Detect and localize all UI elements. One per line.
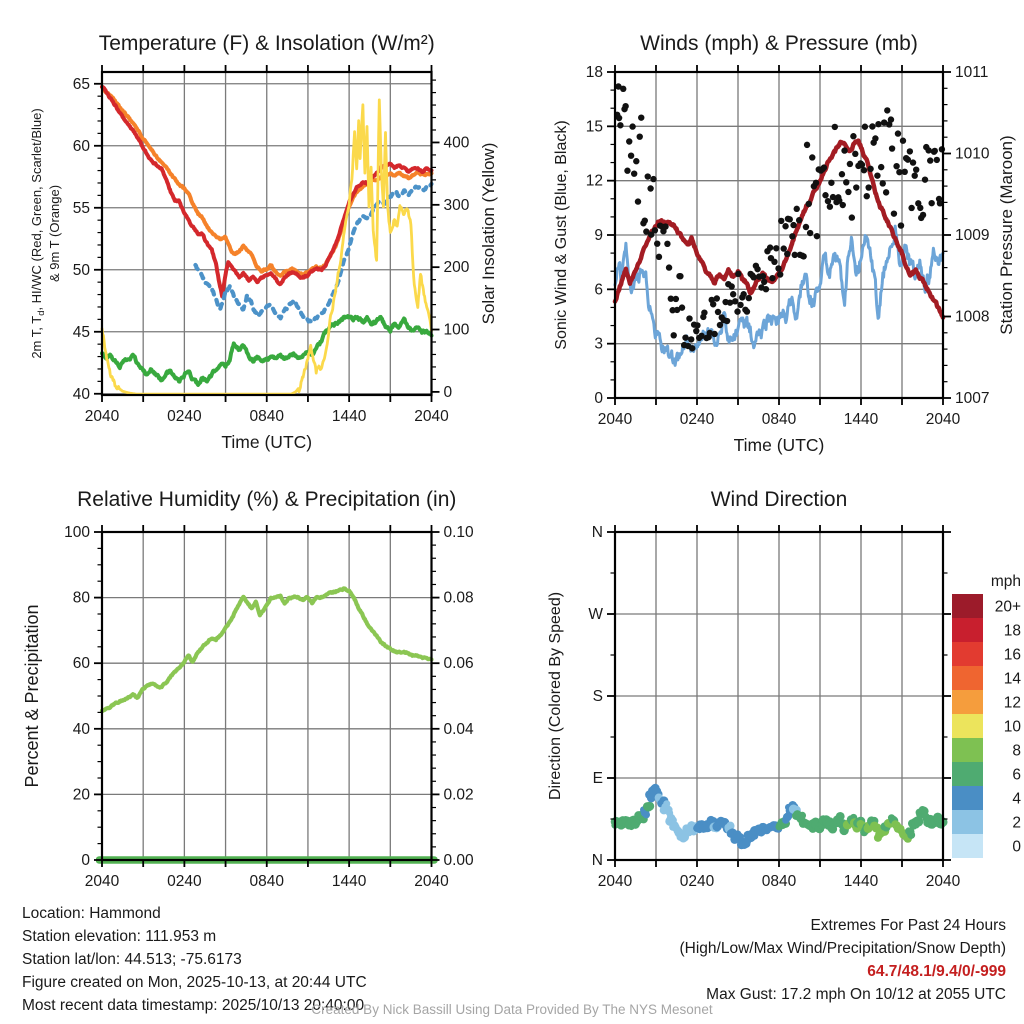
- gust-dot: [754, 266, 760, 272]
- gust-dot: [617, 122, 623, 128]
- svg-text:1010: 1010: [955, 145, 990, 163]
- svg-text:Direction (Colored By Speed): Direction (Colored By Speed): [547, 591, 564, 801]
- svg-text:Solar Insolation (Yellow): Solar Insolation (Yellow): [479, 142, 498, 325]
- colorbar-swatch: [952, 666, 983, 690]
- colorbar-swatch: [952, 690, 983, 714]
- gust-dot: [840, 202, 846, 208]
- svg-text:& 9m T (Orange): & 9m T (Orange): [47, 184, 62, 283]
- svg-text:2040: 2040: [84, 873, 120, 890]
- svg-text:1440: 1440: [331, 408, 367, 425]
- gust-dot: [693, 328, 699, 334]
- gust-dot: [775, 265, 781, 271]
- svg-text:mph: mph: [990, 573, 1021, 590]
- extremes-block: [680, 914, 1007, 1006]
- gust-dot: [869, 123, 875, 129]
- gust-dot: [880, 180, 886, 186]
- gust-dot: [828, 180, 834, 186]
- gust-dot: [645, 173, 651, 179]
- credit-line: Created By Nick Bassill Using Data Provided By The NYS Mesonet: [311, 1002, 713, 1017]
- gust-dot: [760, 273, 766, 279]
- gust-dot: [677, 273, 683, 279]
- chart-3: [547, 488, 961, 890]
- gust-dot: [841, 147, 847, 153]
- svg-text:65: 65: [72, 75, 90, 93]
- gust-dot: [637, 133, 643, 139]
- svg-text:0: 0: [81, 852, 90, 869]
- wind-direction-dot: [645, 802, 654, 811]
- gust-dot: [789, 233, 795, 239]
- svg-text:6: 6: [594, 281, 603, 299]
- svg-text:14: 14: [1003, 670, 1021, 688]
- svg-text:1440: 1440: [331, 873, 367, 890]
- svg-text:0.04: 0.04: [443, 720, 474, 738]
- gust-dot: [839, 171, 845, 177]
- gust-dot: [898, 222, 904, 228]
- gust-dot: [902, 169, 908, 175]
- wind-direction-dot: [914, 817, 923, 826]
- gust-dot: [849, 214, 855, 220]
- gust-dot: [875, 121, 881, 127]
- svg-text:N: N: [591, 852, 603, 869]
- gust-dot: [730, 291, 736, 297]
- gust-dot: [843, 179, 849, 185]
- gust-dot: [825, 198, 831, 204]
- gust-dot: [629, 123, 635, 129]
- svg-text:2040: 2040: [925, 411, 961, 428]
- gust-dot: [778, 218, 784, 224]
- gust-dot: [794, 206, 800, 212]
- gust-dot: [927, 157, 933, 163]
- gust-dot: [654, 240, 660, 246]
- station-elevation: Station elevation: 111.953 m: [22, 928, 217, 945]
- svg-text:0240: 0240: [167, 873, 202, 890]
- svg-text:Winds (mph) & Pressure (mb): Winds (mph) & Pressure (mb): [640, 32, 918, 55]
- svg-text:N: N: [591, 524, 603, 541]
- gust-dot: [807, 230, 813, 236]
- chart-2: [22, 488, 474, 890]
- svg-text:0.06: 0.06: [443, 655, 474, 673]
- gust-dot: [907, 148, 913, 154]
- svg-text:1009: 1009: [955, 227, 990, 244]
- max-gust-text: Max Gust: 17.2 mph On 10/12 at 2055 UTC: [706, 986, 1006, 1003]
- svg-text:0.00: 0.00: [443, 852, 474, 869]
- gust-dot: [787, 216, 793, 222]
- gust-dot: [832, 124, 838, 130]
- gust-dot: [867, 166, 873, 172]
- svg-text:0240: 0240: [679, 873, 715, 890]
- gust-dot: [934, 157, 940, 163]
- station-latlon: Station lat/lon: 44.513; -75.6173: [22, 951, 242, 968]
- svg-text:2040: 2040: [597, 873, 633, 890]
- svg-text:55: 55: [72, 199, 90, 217]
- gust-dot: [864, 193, 870, 199]
- gust-dot: [662, 223, 668, 229]
- gust-dot: [865, 184, 871, 190]
- wind-direction-dot: [799, 812, 806, 819]
- svg-text:3: 3: [594, 335, 603, 353]
- svg-text:2040: 2040: [414, 408, 449, 425]
- gust-dot: [631, 170, 637, 176]
- svg-text:1007: 1007: [955, 390, 990, 407]
- gust-dot: [679, 304, 685, 310]
- station-location: Location: Hammond: [22, 905, 161, 922]
- gust-dot: [711, 331, 717, 337]
- gust-dot: [821, 164, 827, 170]
- gust-dot: [806, 201, 812, 207]
- gust-dot: [845, 189, 851, 195]
- chart-0: [29, 32, 498, 452]
- svg-text:10: 10: [1003, 718, 1021, 736]
- gust-dot: [724, 318, 730, 324]
- svg-text:Wind Direction: Wind Direction: [710, 488, 848, 511]
- gust-dot: [850, 133, 856, 139]
- gust-dot: [889, 145, 895, 151]
- svg-text:0: 0: [594, 390, 603, 407]
- colorbar-swatch: [952, 642, 983, 666]
- gust-dot: [620, 86, 626, 92]
- gust-dot: [920, 212, 926, 218]
- gust-dot: [735, 271, 741, 277]
- svg-text:0840: 0840: [249, 408, 284, 425]
- colorbar-swatch: [952, 810, 983, 834]
- gust-dot: [900, 138, 906, 144]
- gust-dot: [746, 295, 752, 301]
- gust-dot: [769, 275, 775, 281]
- gust-dot: [737, 302, 743, 308]
- svg-text:0.08: 0.08: [443, 589, 474, 607]
- svg-text:1008: 1008: [955, 308, 990, 326]
- gust-dot: [800, 253, 806, 259]
- gust-dot: [862, 124, 868, 130]
- gust-dot: [893, 163, 899, 169]
- colorbar-swatch: [952, 618, 983, 642]
- wind-direction-dot: [907, 831, 915, 839]
- gust-dot: [883, 189, 889, 195]
- gust-dot: [822, 192, 828, 198]
- gust-dot: [888, 116, 894, 122]
- svg-text:0.10: 0.10: [443, 524, 474, 541]
- gust-dot: [925, 147, 931, 153]
- gust-dot: [874, 172, 880, 178]
- gust-dot: [803, 224, 809, 230]
- svg-text:2040: 2040: [414, 873, 449, 890]
- gust-dot: [790, 222, 796, 228]
- svg-text:0840: 0840: [761, 873, 797, 890]
- gust-dot: [872, 135, 878, 141]
- svg-text:0: 0: [443, 383, 453, 401]
- gust-dot: [861, 167, 867, 173]
- gust-dot: [628, 152, 634, 158]
- gust-dot: [908, 205, 914, 211]
- gust-dot: [878, 164, 884, 170]
- gust-dot: [666, 264, 672, 270]
- gust-dot: [689, 345, 695, 351]
- gust-dot: [626, 138, 632, 144]
- gust-dot: [682, 334, 688, 340]
- gust-dot: [650, 176, 656, 182]
- svg-text:15: 15: [585, 118, 603, 136]
- gust-dot: [740, 291, 746, 297]
- svg-text:Temperature (F) & Insolation (: Temperature (F) & Insolation (W/m²): [98, 32, 435, 55]
- extremes-subtitle: (High/Low/Max Wind/Precipitation/Snow Depth): [679, 940, 1006, 957]
- svg-text:2: 2: [1012, 814, 1021, 832]
- gust-dot: [647, 185, 653, 191]
- svg-text:100: 100: [64, 524, 90, 541]
- svg-text:0: 0: [1012, 838, 1021, 856]
- station-info-block: [22, 902, 367, 1017]
- svg-text:2m T, Td, HI/WC (Red, Green, S: 2m T, $T_d$, HI/WC (Red, Green, Scarlet/Blue): [29, 108, 46, 359]
- svg-text:16: 16: [1003, 646, 1021, 664]
- gust-dot: [701, 309, 707, 315]
- gust-dot: [771, 259, 777, 265]
- svg-text:0840: 0840: [249, 873, 284, 890]
- gust-dot: [710, 301, 716, 307]
- gust-dot: [616, 115, 622, 121]
- svg-text:100: 100: [443, 321, 470, 339]
- colorbar-swatch: [952, 762, 983, 786]
- gust-dot: [895, 130, 901, 136]
- svg-text:Sonic Wind & Gust (Blue, Black: Sonic Wind & Gust (Blue, Black): [553, 120, 570, 350]
- gust-dot: [638, 114, 644, 120]
- gust-dot: [777, 271, 783, 277]
- chart-1: [553, 32, 1016, 455]
- svg-text:Percent & Precipitation: Percent & Precipitation: [22, 604, 42, 788]
- most-recent-data-timestamp: Most recent data timestamp: 2025/10/13 20:40:00: [22, 997, 365, 1014]
- colorbar-swatch: [952, 738, 983, 762]
- gust-dot: [694, 322, 700, 328]
- gust-dot: [714, 295, 720, 301]
- colorbar-swatch: [952, 834, 983, 858]
- svg-text:40: 40: [72, 720, 90, 738]
- svg-text:12: 12: [1003, 694, 1021, 712]
- gust-dot: [773, 245, 779, 251]
- gust-dot: [767, 244, 773, 250]
- svg-text:200: 200: [443, 259, 470, 277]
- gust-dot: [809, 154, 815, 160]
- gust-dot: [853, 184, 859, 190]
- gust-dot: [633, 158, 639, 164]
- svg-text:S: S: [592, 688, 603, 705]
- colorbar-swatch: [952, 786, 983, 810]
- gust-dot: [664, 241, 670, 247]
- gust-dot: [804, 142, 810, 148]
- svg-text:40: 40: [72, 385, 90, 403]
- gust-dot: [732, 298, 738, 304]
- figure-created-timestamp: Figure created on Mon, 2025-10-13, at 20:44 UTC: [22, 974, 367, 991]
- svg-text:1440: 1440: [843, 411, 879, 428]
- gust-dot: [913, 166, 919, 172]
- gust-dot: [763, 286, 769, 292]
- gust-dot: [673, 296, 679, 302]
- gust-dot: [847, 161, 853, 167]
- gust-dot: [686, 315, 692, 321]
- gust-dot: [688, 336, 694, 342]
- svg-text:12: 12: [585, 172, 603, 190]
- svg-text:60: 60: [72, 137, 90, 155]
- svg-text:300: 300: [443, 196, 470, 214]
- svg-text:W: W: [588, 606, 603, 623]
- gust-dot: [715, 309, 721, 315]
- gust-dot: [624, 168, 630, 174]
- wind-direction-dot: [643, 811, 650, 818]
- svg-text:1011: 1011: [955, 64, 989, 81]
- colorbar-swatch: [952, 714, 983, 738]
- svg-text:Time (UTC): Time (UTC): [221, 432, 313, 452]
- gust-dot: [622, 103, 628, 109]
- gust-dot: [781, 245, 787, 251]
- extremes-title: Extremes For Past 24 Hours: [810, 917, 1006, 934]
- speed-colorbar: [952, 573, 1021, 858]
- svg-text:18: 18: [1003, 622, 1021, 640]
- svg-text:0840: 0840: [761, 411, 797, 428]
- gust-dot: [922, 176, 928, 182]
- svg-text:1440: 1440: [843, 873, 879, 890]
- gust-dot: [652, 227, 658, 233]
- gust-dot: [642, 217, 648, 223]
- svg-text:E: E: [592, 770, 603, 787]
- gust-dot: [884, 107, 890, 113]
- svg-text:2040: 2040: [925, 873, 961, 890]
- gust-dot: [761, 279, 767, 285]
- gust-dot: [782, 223, 788, 229]
- svg-text:0.02: 0.02: [443, 786, 474, 804]
- gust-dot: [635, 198, 641, 204]
- colorbar-swatch: [952, 594, 983, 618]
- gust-dot: [917, 205, 923, 211]
- gust-dot: [912, 172, 918, 178]
- svg-text:9: 9: [594, 227, 603, 244]
- gust-dot: [827, 204, 833, 210]
- svg-text:0240: 0240: [167, 408, 202, 425]
- svg-text:20: 20: [72, 786, 90, 804]
- svg-text:50: 50: [72, 261, 90, 279]
- svg-text:0240: 0240: [679, 411, 715, 428]
- svg-text:Relative Humidity (%) & Precip: Relative Humidity (%) & Precipitation (in): [77, 488, 457, 511]
- svg-text:6: 6: [1012, 766, 1021, 784]
- svg-text:60: 60: [72, 655, 90, 673]
- gust-dot: [932, 148, 938, 154]
- gust-dot: [928, 200, 934, 206]
- gust-dot: [784, 251, 790, 257]
- gust-dot: [910, 159, 916, 165]
- svg-text:4: 4: [1012, 790, 1021, 808]
- extremes-values: 64.7/48.1/9.4/0/-999: [867, 963, 1006, 980]
- svg-text:80: 80: [72, 589, 90, 607]
- gust-dot: [671, 332, 677, 338]
- svg-text:20+: 20+: [994, 598, 1021, 616]
- gust-dot: [734, 308, 740, 314]
- gust-dot: [751, 274, 757, 280]
- gust-dot: [796, 217, 802, 223]
- svg-text:Station Pressure (Maroon): Station Pressure (Maroon): [997, 135, 1016, 335]
- svg-text:8: 8: [1012, 742, 1021, 760]
- gust-dot: [728, 283, 734, 289]
- gust-dot: [656, 254, 662, 260]
- svg-text:18: 18: [585, 64, 603, 81]
- svg-text:400: 400: [443, 134, 470, 152]
- gust-dot: [891, 210, 897, 216]
- gust-dot: [744, 308, 750, 314]
- svg-text:2040: 2040: [597, 411, 633, 428]
- svg-text:45: 45: [72, 323, 90, 341]
- svg-text:2040: 2040: [84, 408, 120, 425]
- gust-dot: [813, 180, 819, 186]
- gust-dot: [814, 233, 820, 239]
- gust-dot: [852, 151, 858, 157]
- svg-text:Time (UTC): Time (UTC): [733, 435, 825, 455]
